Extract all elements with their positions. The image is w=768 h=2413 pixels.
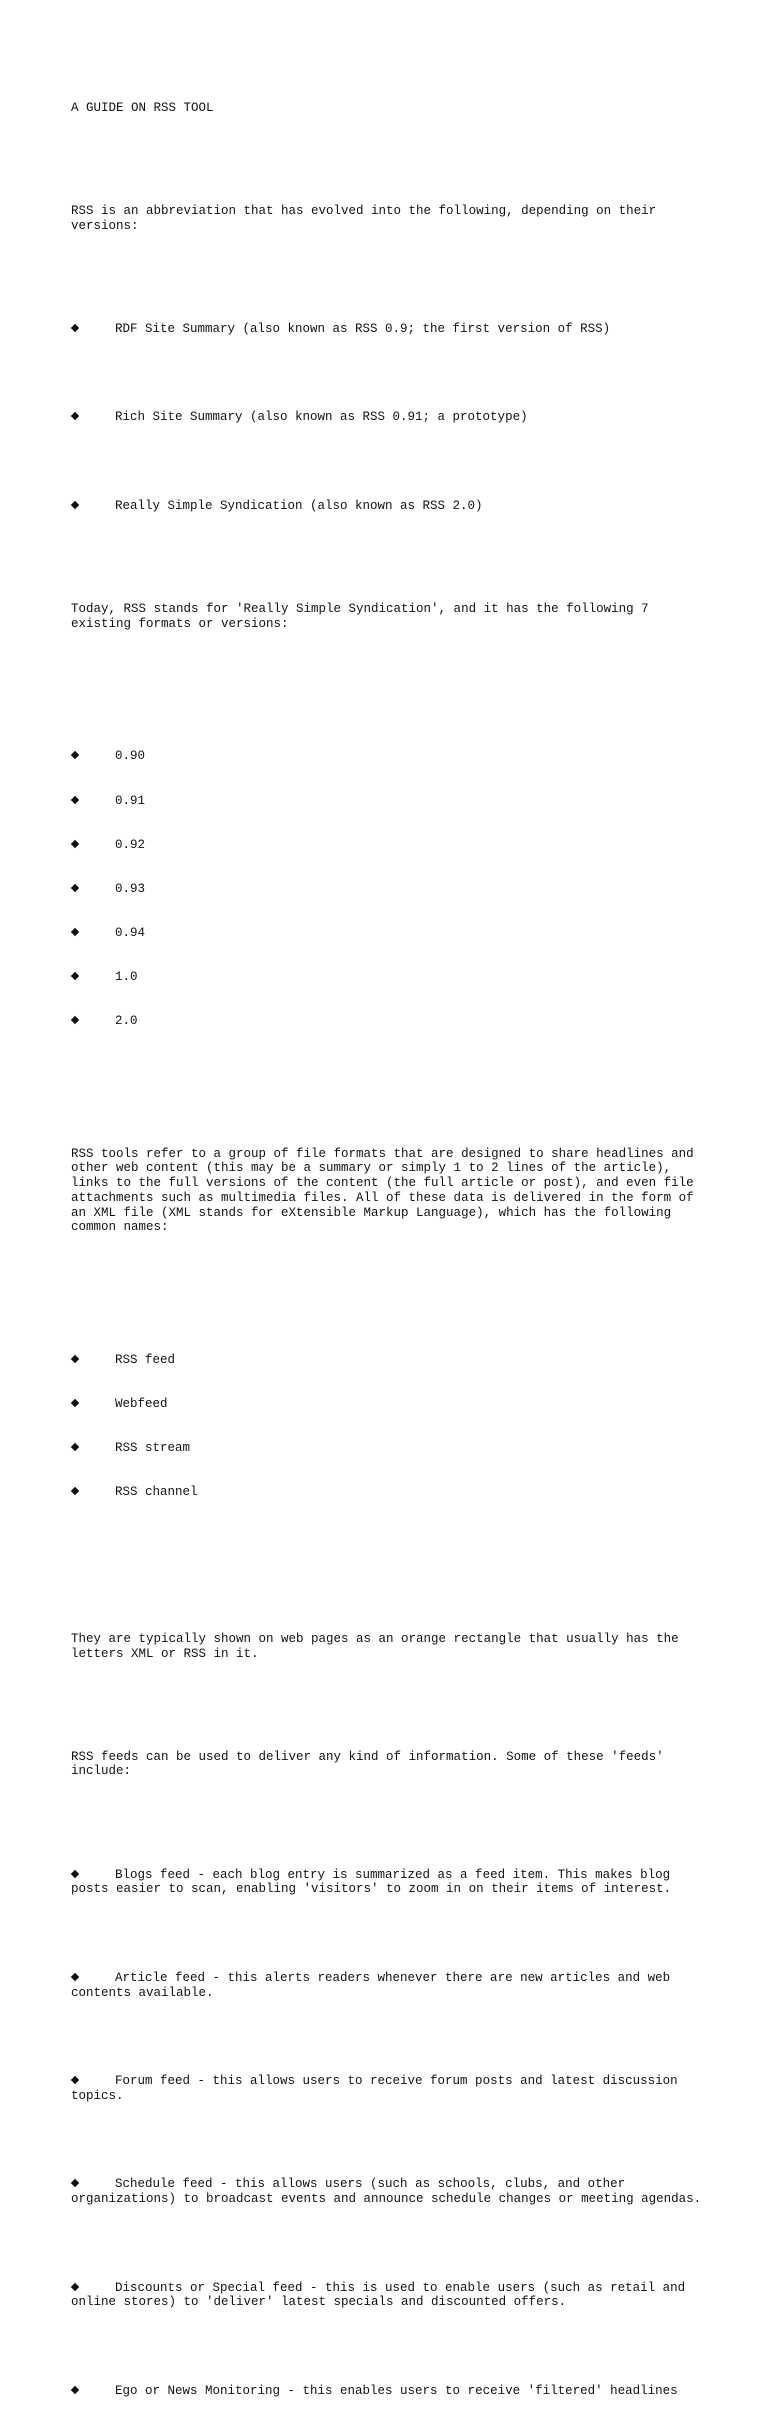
bullet-icon: [71, 884, 79, 892]
bullet-icon: [71, 1016, 79, 1024]
bullet-icon: [71, 2076, 79, 2084]
list-item: RSS stream: [71, 1441, 711, 1456]
list-item: 1.0: [71, 970, 711, 985]
list-item: 0.91: [71, 794, 711, 809]
feeds-intro-paragraph: RSS feeds can be used to deliver any kind of information. Some of these 'feeds' include:: [71, 1749, 672, 1779]
list-item: 0.94: [71, 926, 711, 941]
list-item: 0.93: [71, 882, 711, 897]
document-page: [71, 72, 711, 2413]
bullet-icon: [71, 2385, 79, 2393]
bullet-icon: [71, 1355, 79, 1363]
bullet-icon: [71, 324, 79, 332]
bullet-icon: [71, 2282, 79, 2290]
feed-item: Schedule feed - this allows users (such as schools, clubs, and other organizations) to broadcast events and announce schedule changes or meeting agendas.: [71, 2177, 702, 2206]
bullet-icon: [71, 1443, 79, 1451]
list-item: RSS feed: [71, 1353, 711, 1368]
feed-item: Ego or News Monitoring - this enables users to receive 'filtered' headlines: [71, 2384, 711, 2399]
bullet-icon: [71, 839, 79, 847]
document-title: A GUIDE ON RSS TOOL: [71, 101, 214, 116]
list-item: Rich Site Summary (also known as RSS 0.91; a prototype): [71, 410, 711, 425]
list-item: Webfeed: [71, 1397, 711, 1412]
list-item: 0.92: [71, 838, 711, 853]
bullet-icon: [71, 2179, 79, 2187]
list-item: 0.90: [71, 749, 711, 764]
tools-paragraph: RSS tools refer to a group of file formats that are designed to share headlines and other web content (this may be a summary or simply 1 to 2 lines of the article), links to the full versions of the content (the full article or post), and even file attachments such as multimedia files. All of these data is delivered in the form of an XML file (XML stands for eXtensible Markup Language), which has the following common names:: [71, 1146, 702, 1235]
feed-item: Discounts or Special feed - this is used to enable users (such as retail and online stores) to 'deliver' latest specials and discounted offers.: [71, 2280, 693, 2310]
bullet-icon: [71, 501, 79, 509]
bullet-icon: [71, 928, 79, 936]
bullet-icon: [71, 1399, 79, 1407]
today-paragraph: Today, RSS stands for 'Really Simple Syndication', and it has the following 7 existing formats or versions:: [71, 602, 657, 631]
bullet-icon: [71, 972, 79, 980]
bullet-icon: [71, 751, 79, 759]
feed-item: Forum feed - this allows users to receive forum posts and latest discussion topics.: [71, 2074, 686, 2103]
intro-paragraph: RSS is an abbreviation that has evolved into the following, depending on their versions:: [71, 203, 664, 233]
feed-item: Blogs feed - each blog entry is summarized as a feed item. This makes blog posts easier to scan, enabling 'visitors' to zoom in on their items of interest.: [71, 1867, 678, 1897]
feed-item: Article feed - this alerts readers whenever there are new articles and web contents available.: [71, 1970, 678, 2000]
list-item: RSS channel: [71, 1485, 711, 1500]
bullet-icon: [71, 1869, 79, 1877]
versions-list: [71, 720, 711, 1058]
list-item: Really Simple Syndication (also known as RSS 2.0): [71, 499, 711, 514]
bullet-icon: [71, 1487, 79, 1495]
list-item: RDF Site Summary (also known as RSS 0.9; the first version of RSS): [71, 322, 711, 337]
bullet-icon: [71, 795, 79, 803]
bullet-icon: [71, 1973, 79, 1981]
shown-paragraph: They are typically shown on web pages as an orange rectangle that usually has the letters XML or RSS in it.: [71, 1631, 687, 1661]
bullet-icon: [71, 412, 79, 420]
common-names-list: [71, 1323, 711, 1529]
list-item: 2.0: [71, 1014, 711, 1029]
